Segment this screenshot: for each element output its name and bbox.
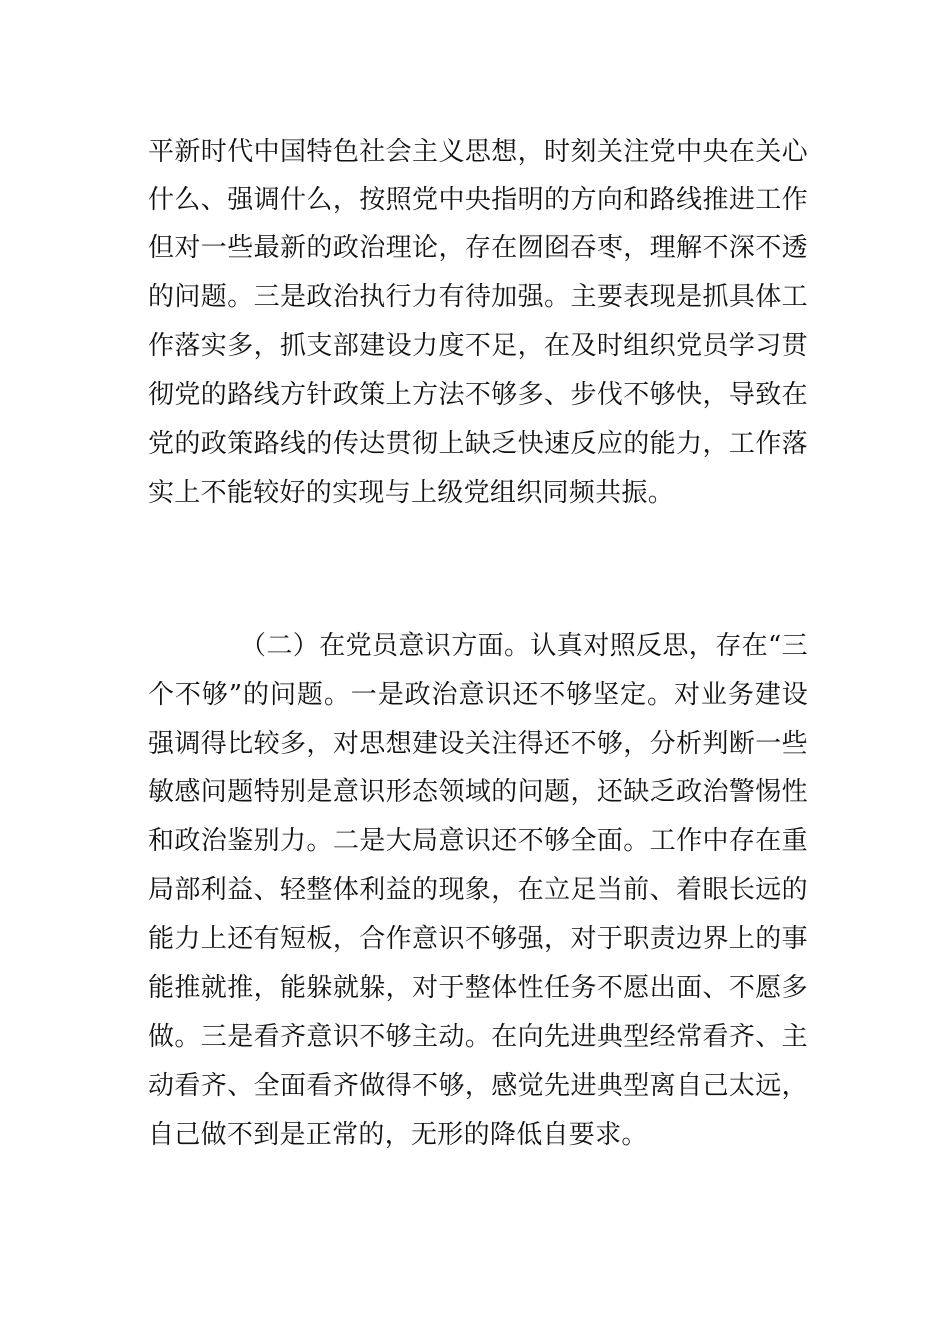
paragraph-line: 动看齐、全面看齐做得不够，感觉先进典型离自己太远，	[148, 1071, 808, 1101]
paragraph-line: 敏感问题特别是意识形态领域的问题，还缺乏政治警惕性	[148, 777, 808, 807]
paragraph-line: 作落实多，抓支部建设力度不足，在及时组织党员学习贯	[148, 331, 808, 361]
paragraph-line: 强调得比较多，对思想建设关注得还不够，分析判断一些	[148, 729, 808, 759]
paragraph-line: 彻党的路线方针政策上方法不够多、步伐不够快，导致在	[148, 380, 808, 410]
paragraph-line: 平新时代中国特色社会主义思想，时刻关注党中央在关心	[148, 137, 808, 167]
paragraph-line: 党的政策路线的传达贯彻上缺乏快速反应的能力，工作落	[148, 429, 808, 459]
paragraph-line: 但对一些最新的政治理论，存在囫囵吞枣，理解不深不透	[148, 233, 808, 263]
paragraph-line: 实上不能较好的实现与上级党组织同频共振。	[148, 478, 675, 508]
paragraph-line: 做。三是看齐意识不够主动。在向先进典型经常看齐、主	[148, 1022, 808, 1052]
paragraph-line: 能力上还有短板，合作意识不够强，对于职责边界上的事	[148, 924, 808, 954]
paragraph-line: 个不够”的问题。一是政治意识还不够坚定。对业务建设	[148, 680, 808, 710]
paragraph-line: 局部利益、轻整体利益的现象，在立足当前、着眼长远的	[148, 875, 808, 905]
paragraph-line: 的问题。三是政治执行力有待加强。主要表现是抓具体工	[148, 282, 808, 312]
paragraph-line: （二）在党员意识方面。认真对照反思，存在“三	[240, 631, 808, 661]
paragraph-line: 能推就推，能躲就躲，对于整体性任务不愿出面、不愿多	[148, 973, 808, 1003]
paragraph-line: 和政治鉴别力。二是大局意识还不够全面。工作中存在重	[148, 826, 808, 856]
paragraph-line: 自己做不到是正常的，无形的降低自要求。	[148, 1120, 648, 1150]
paragraph-line: 什么、强调什么，按照党中央指明的方向和路线推进工作	[148, 185, 808, 215]
